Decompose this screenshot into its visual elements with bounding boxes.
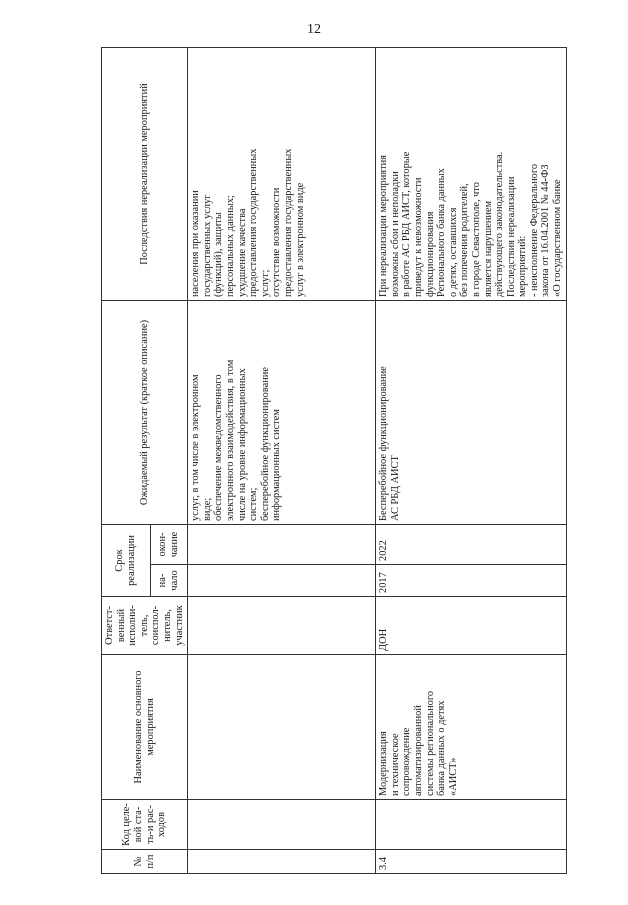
name-line: и техническое: [389, 733, 401, 796]
consequence-line: закона от 16.04.2001 № 44-ФЗ: [540, 164, 552, 297]
cell-responsible: ДОН: [376, 597, 567, 655]
consequence-line: предоставления государственных: [282, 148, 294, 297]
consequence-line: без попечения родителей,: [459, 183, 471, 297]
cell-end: 2022: [376, 525, 567, 565]
result-line: информационных систем: [271, 409, 283, 521]
consequence-line: персональных данных;: [224, 195, 236, 297]
header-consequences: Последствия нереализации мероприятий: [102, 48, 188, 301]
consequence-line: действующего законодательства.: [494, 151, 506, 297]
consequence-line: Последствия нереализации: [505, 176, 517, 297]
page-number: 12: [307, 22, 321, 37]
result-line: обеспечение межведомственного: [213, 374, 225, 521]
cell-code: [376, 800, 567, 850]
cell-name: [376, 655, 567, 800]
header-start: на-чало: [151, 565, 188, 597]
name-line: автоматизированной: [412, 705, 424, 796]
result-line: услуг, в том числе в электронном: [190, 374, 202, 521]
measures-table: [101, 47, 567, 874]
consequence-line: предоставления государственных: [248, 148, 260, 297]
result-line: бесперебойное функционирование: [259, 367, 271, 521]
consequence-line: функционирования: [424, 211, 436, 297]
cell-consequences: [188, 48, 376, 301]
result-line: систем;: [248, 487, 260, 521]
consequence-line: в работе АС РБД АИСТ, которые: [401, 151, 413, 297]
cell-consequences: [376, 48, 567, 301]
cell-responsible: [188, 597, 376, 655]
name-line: «АИСТ»: [447, 757, 459, 796]
rotated-table-frame: [101, 48, 564, 874]
result-line: виде;: [201, 497, 213, 521]
name-line: системы регионального: [424, 690, 436, 796]
consequence-line: ухудшение качества: [236, 208, 248, 297]
cell-start: 2017: [376, 565, 567, 597]
table-row: [376, 48, 567, 874]
cell-num: [188, 850, 376, 874]
cell-result: [376, 301, 567, 525]
consequence-line: является нарушением: [482, 200, 494, 297]
consequence-line: - неисполнение Федерального: [528, 163, 540, 297]
consequence-line: «О государственном банке: [552, 179, 564, 297]
consequence-line: возможны сбои и неполадки: [389, 171, 401, 297]
consequence-line: услуг;: [259, 269, 271, 297]
header-period: Срок реализации: [102, 525, 151, 597]
result-line: числе на уровне информационных: [236, 368, 248, 521]
cell-name: [188, 655, 376, 800]
consequence-line: о детях, оставшихся: [447, 207, 459, 297]
consequence-line: мероприятий:: [517, 235, 529, 297]
cell-end: [188, 525, 376, 565]
consequence-line: При нереализации мероприятия: [378, 155, 390, 297]
result-line: электронного взаимодействия, в том: [224, 359, 236, 521]
consequence-line: приведут к невозможности: [412, 177, 424, 297]
result-line: Бесперебойное функционирование: [378, 366, 390, 521]
cell-code: [188, 800, 376, 850]
header-code: Код целе-вой ста-ть-и рас-ходов: [102, 800, 188, 850]
header-result: Ожидаемый результат (краткое описание): [102, 301, 188, 525]
consequence-line: (функций), защиты: [213, 212, 225, 297]
consequence-line: государственных услуг: [201, 194, 213, 297]
consequence-line: в городе Севастополе, что: [470, 182, 482, 297]
name-line: Модернизация: [378, 731, 390, 796]
result-line: АС РБД АИСТ: [389, 455, 401, 521]
header-responsible: Ответст-венный исполни-тель, соиспол-нитель, участник: [102, 597, 188, 655]
name-line: банка данных о детях: [436, 700, 448, 796]
cell-result: [188, 301, 376, 525]
consequence-line: Регионального банка данных: [436, 168, 448, 297]
header-end: окон-чание: [151, 525, 188, 565]
cell-num: 3.4: [376, 850, 567, 874]
header-num: № п/п: [102, 850, 188, 874]
header-name: Наименование основного мероприятия: [102, 655, 188, 800]
cell-start: [188, 565, 376, 597]
consequence-line: населения при оказании: [190, 190, 202, 297]
table-row: [188, 48, 376, 874]
consequence-line: отсутствие возможности: [271, 187, 283, 297]
consequence-line: услуг в электронном виде: [294, 182, 306, 297]
name-line: сопровождение: [401, 727, 413, 796]
